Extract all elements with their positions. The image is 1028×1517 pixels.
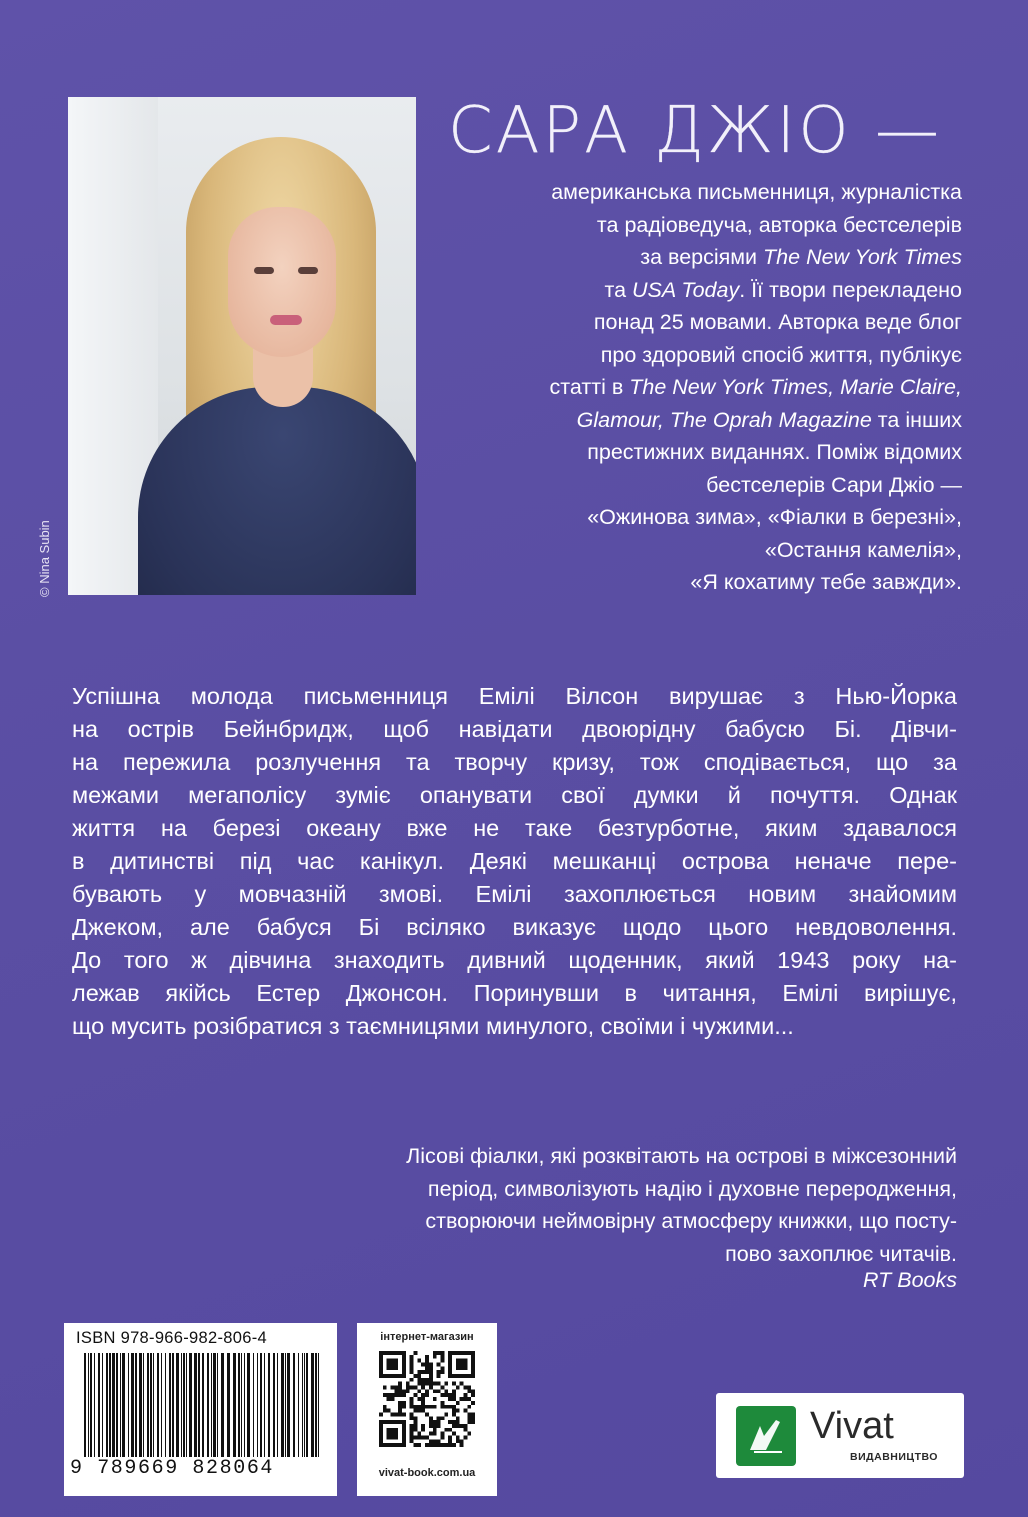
bio-text: статті в — [549, 375, 630, 399]
bio-line — [440, 501, 962, 534]
bio-text: бестселерів Сари Джіо — — [706, 472, 962, 497]
photo-credit: © Nina Subin — [37, 520, 52, 597]
bio-line — [440, 371, 962, 404]
bio-text: за версіями — [640, 245, 764, 269]
publisher-subtitle: ВИДАВНИЦТВО — [850, 1451, 938, 1463]
bio-line — [440, 209, 962, 242]
quote-line: створюючи неймовірну атмосферу книжки, що посту- — [425, 1209, 957, 1233]
quote-line: Лісові фіалки, які розквітають на острові в міжсезонний — [406, 1144, 957, 1168]
isbn-label: ISBN 978-966-982-806-4 — [76, 1329, 267, 1347]
bio-line — [440, 176, 962, 209]
bio-text: . Її твори перекладено — [739, 277, 962, 302]
bio-line — [440, 469, 962, 502]
synopsis-line: на пережила розлучення та творчу кризу, тож сподівається, що за — [72, 749, 957, 775]
bio-text: «Я кохатиму тебе завжди». — [690, 570, 962, 594]
bio-line — [440, 436, 962, 469]
review-quote — [260, 1140, 957, 1270]
bio-text: «Ожинова зима», «Фіалки в березні», — [587, 505, 962, 529]
bio-line — [440, 241, 962, 274]
bio-line — [440, 404, 962, 437]
barcode-digits: 9 789669 828064 — [70, 1457, 275, 1480]
bio-text: понад 25 мовами. Авторка веде блог — [593, 310, 962, 334]
synopsis-line: межами мегаполісу зуміє опанувати свої думки й почуття. Однак — [72, 782, 957, 808]
bio-text: The New York Times — [763, 245, 962, 269]
qr-code-icon[interactable] — [379, 1351, 475, 1447]
bio-text: «Остання камелія», — [764, 537, 962, 562]
author-photo — [68, 97, 416, 595]
synopsis-line: в дитинстві під час канікул. Деякі мешканці острова неначе пере- — [72, 848, 957, 874]
synopsis-line: Успішна молода письменниця Емілі Вілсон вирушає з Нью-Йорка — [72, 683, 957, 709]
quote-line: пово захоплює читачів. — [725, 1241, 957, 1266]
synopsis-line: на острів Бейнбридж, щоб навідати двоюрідну бабусю Бі. Дівчи- — [72, 716, 957, 742]
synopsis-line: життя на березі океану вже не таке безтурботне, яким здавалося — [72, 815, 957, 841]
barcode-bars — [84, 1353, 320, 1457]
bio-line — [440, 566, 962, 599]
publisher-name: Vivat — [810, 1405, 894, 1447]
qr-url: vivat-book.com.ua — [378, 1467, 476, 1479]
bio-text: американська письменниця, журналістка — [551, 180, 962, 204]
bio-line — [440, 534, 962, 567]
bio-text: престижних виданнях. Поміж відомих — [587, 440, 962, 464]
synopsis-line: лежав якійсь Естер Джонсон. Поринувши в читання, Емілі вирішує, — [72, 980, 957, 1006]
review-source: RT Books — [863, 1268, 957, 1292]
author-name-heading: САРА ДЖІО — — [448, 94, 942, 168]
bio-line — [440, 274, 962, 307]
vivat-leaf-icon — [736, 1406, 796, 1466]
bio-text: The New York Times, Marie Claire, — [629, 375, 962, 399]
author-bio — [440, 176, 962, 599]
qr-title: інтернет-магазин — [380, 1331, 474, 1343]
bio-text: Glamour, The Oprah Magazine — [576, 407, 872, 432]
publisher-logo — [716, 1393, 964, 1478]
bio-text: та інших — [871, 407, 962, 432]
bio-text: та радіоведуча, авторка бестселерів — [596, 212, 962, 237]
quote-line: період, символізують надію і духовне переродження, — [427, 1176, 957, 1201]
synopsis-line: До того ж дівчина знаходить дивний щоденник, який 1943 року на- — [72, 947, 957, 973]
isbn-barcode — [64, 1323, 337, 1496]
bio-line — [440, 306, 962, 339]
bio-text: про здоровий спосіб життя, публікує — [600, 342, 962, 367]
synopsis-line: Джеком, але бабуся Бі всіляко виказує щодо цього невдоволення. — [72, 914, 957, 940]
bio-line — [440, 339, 962, 372]
synopsis-line: бувають у мовчазній змові. Емілі захоплюється новим знайомим — [72, 881, 957, 907]
synopsis-line: що мусить розібратися з таємницями минулого, своїми і чужими... — [72, 1013, 794, 1039]
book-synopsis — [72, 680, 957, 1043]
qr-code-block[interactable] — [357, 1323, 497, 1496]
bio-text: та — [604, 277, 633, 302]
bio-text: USA Today — [632, 277, 740, 302]
